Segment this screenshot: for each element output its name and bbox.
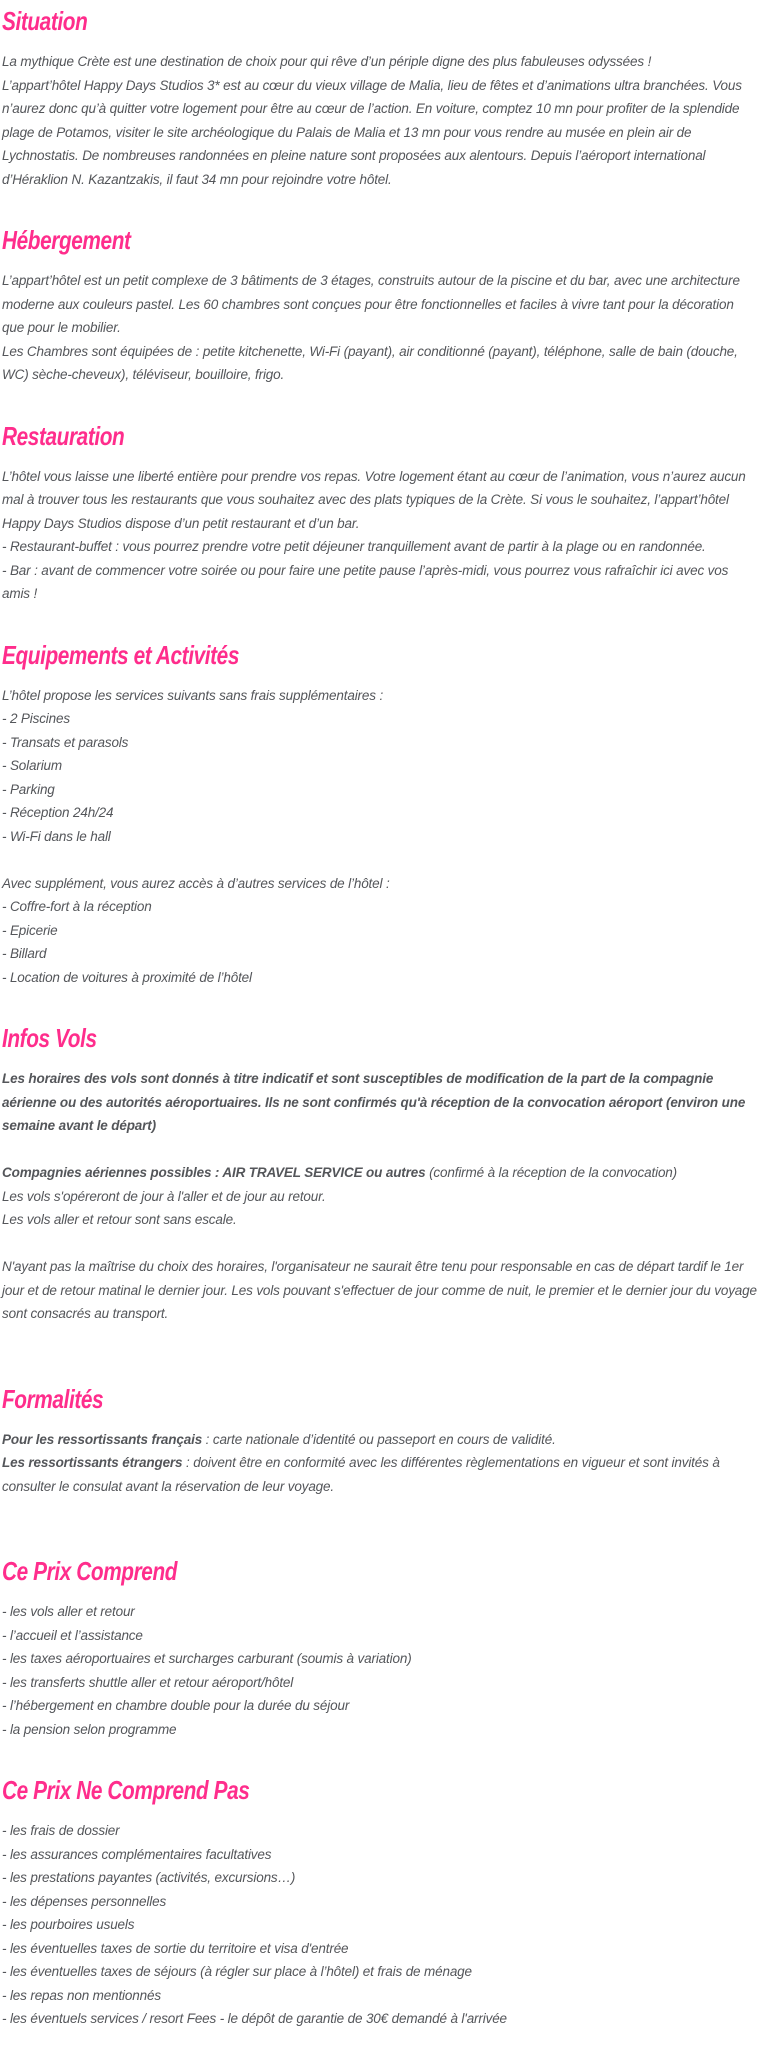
section-ce-prix-ne-comprend-pas: [2, 1775, 758, 2031]
list-item: - les transferts shuttle aller et retour aéroport/hôtel: [2, 1674, 294, 1690]
section-title-restauration: Restauration: [2, 420, 125, 451]
list-item: - Epicerie: [2, 922, 58, 938]
paragraph: Avec supplément, vous aurez accès à d’autres services de l’hôtel :: [2, 875, 390, 891]
list-item: - les assurances complémentaires facultatives: [2, 1846, 272, 1862]
list-item: - les taxes aéroportuaires et surcharges carburant (soumis à variation): [2, 1651, 412, 1666]
paragraph: [2, 1428, 758, 1452]
paragraph-text: (confirmé à la réception de la convocation): [425, 1165, 678, 1180]
section-title-situation: Situation: [2, 6, 88, 36]
list-item: - Parking: [2, 781, 55, 797]
paragraph-bold-lead: Les ressortissants étrangers: [2, 1455, 183, 1470]
section-situation: [2, 6, 758, 191]
blank-line: [2, 848, 758, 872]
paragraph-bold-lead: Pour les ressortissants français: [2, 1431, 203, 1447]
section-restauration: [2, 421, 758, 606]
section-title-infos-vols: Infos Vols: [2, 1023, 97, 1053]
section-title-hebergement: Hébergement: [2, 225, 131, 255]
paragraph: [2, 1161, 758, 1185]
list-item: - les frais de dossier: [2, 1823, 120, 1838]
paragraph-text: : carte nationale d’identité ou passeport en cours de validité.: [202, 1431, 556, 1447]
list-item: - les pourboires usuels: [2, 1917, 135, 1932]
list-item: - Coffre-fort à la réception: [2, 899, 152, 914]
section-equipements-activites: [2, 640, 758, 990]
paragraph: Les horaires des vols sont donnés à titre indicatif et sont susceptibles de modification de la part de la compagnie aérienne ou des autorités aéroportuaires. Ils ne sont confirmés qu'à réception de la convocation aéroport (environ une semaine avant le départ): [2, 1071, 746, 1133]
paragraph-bold-lead: Compagnies aériennes possibles : AIR TRAVEL SERVICE ou autres: [2, 1165, 426, 1180]
list-item: - Transats et parasols: [2, 734, 129, 750]
list-item: - Location de voitures à proximité de l’hôtel: [2, 969, 252, 985]
list-item: - les éventuelles taxes de séjours (à régler sur place à l’hôtel) et frais de ménage: [2, 1964, 472, 1979]
list-item: - Wi-Fi dans le hall: [2, 828, 111, 844]
paragraph-text: : doivent être en conformité avec les différentes règlementations en vigueur et sont invités à consulter le consulat avant la réservation de leur voyage.: [2, 1455, 720, 1494]
list-item: - les éventuels services / resort Fees - le dépôt de garantie de 30€ demandé à l'arrivée: [2, 2011, 507, 2026]
paragraph: [2, 1451, 758, 1498]
section-ce-prix-comprend: [2, 1556, 758, 1741]
list-item: - les repas non mentionnés: [2, 1987, 161, 2003]
paragraph: L’appart’hôtel est un petit complexe de 3 bâtiments de 3 étages, construits autour de la piscine et du bar, avec une architecture moderne aux couleurs pastel. Les 60 chambres sont conçues pour être fonctionnelles et faciles à vivre tant pour la décoration que pour le mobilier.: [2, 273, 740, 335]
blank-line: [2, 1138, 758, 1162]
list-item: - l’hébergement en chambre double pour la durée du séjour: [2, 1698, 350, 1713]
paragraph: La mythique Crète est une destination de choix pour qui rêve d’un périple digne des plus fabuleuses odyssées !: [2, 54, 652, 69]
list-item: - la pension selon programme: [2, 1721, 177, 1737]
list-item: - Billard: [2, 946, 47, 961]
paragraph: Les vols s'opéreront de jour à l'aller et de jour au retour.: [2, 1188, 326, 1204]
blank-line: [2, 1232, 758, 1256]
list-item: - Solarium: [2, 758, 63, 773]
list-item: - les éventuelles taxes de sortie du territoire et visa d'entrée: [2, 1940, 349, 1956]
section-title-ce-prix-ne-comprend-pas: Ce Prix Ne Comprend Pas: [2, 1775, 250, 1805]
list-item: - les dépenses personnelles: [2, 1893, 167, 1909]
section-title-equipements-activites: Equipements et Activités: [2, 639, 239, 670]
section-formalites: [2, 1384, 758, 1499]
list-item: - Réception 24h/24: [2, 805, 114, 820]
list-item: - Restaurant-buffet : vous pourrez prendre votre petit déjeuner tranquillement avant de partir à la plage ou en randonnée.: [2, 539, 706, 554]
section-title-ce-prix-comprend: Ce Prix Comprend: [2, 1556, 178, 1586]
list-item: - Bar : avant de commencer votre soirée ou pour faire une petite pause l’après-midi, vous pourrez vous rafraîchir ici avec vos amis !: [2, 562, 729, 601]
paragraph: Les vols aller et retour sont sans escale.: [2, 1212, 237, 1227]
paragraph: N'ayant pas la maîtrise du choix des horaires, l'organisateur ne saurait être tenu pour responsable en cas de départ tardif le 1er jour et de retour matinal le dernier jour. Les vols pouvant s'effectuer de jour comme de nuit, le premier et le dernier jour du voyage sont consacrés au transport.: [2, 1259, 757, 1321]
list-item: - les vols aller et retour: [2, 1604, 135, 1619]
section-hebergement: [2, 225, 758, 387]
list-item: - l’accueil et l’assistance: [2, 1627, 143, 1643]
list-item: - les prestations payantes (activités, excursions…): [2, 1870, 296, 1885]
section-title-formalites: Formalités: [2, 1383, 104, 1414]
list-item: - 2 Piscines: [2, 711, 70, 726]
paragraph: L’hôtel vous laisse une liberté entière pour prendre vos repas. Votre logement étant au cœur de l’animation, vous n’aurez aucun mal à trouver tous les restaurants que vous souhaitez avec des plats typiques de la Crète. Si vous le souhaitez, l’appart’hôtel Happy Days Studios dispose d’un petit restaurant et d’un bar.: [2, 468, 746, 531]
section-infos-vols: [2, 1023, 758, 1326]
paragraph: L’appart’hôtel Happy Days Studios 3* est au cœur du vieux village de Malia, lieu de fêtes et d’animations ultra branchées. Vous n’aurez donc qu’à quitter votre logement pour être au cœur de l’action. En voiture, comptez 10 mn pour profiter de la splendide plage de Potamos, visiter le site archéologique du Palais de Malia et 13 mn pour vous rendre au musée en plein air de Lychnostatis. De nombreuses randonnées en pleine nature sont proposées aux alentours. Depuis l’aéroport international d’Héraklion N. Kazantzakis, il faut 34 mn pour rejoindre votre hôtel.: [2, 77, 742, 187]
paragraph: L’hôtel propose les services suivants sans frais supplémentaires :: [2, 687, 384, 703]
paragraph: Les Chambres sont équipées de : petite kitchenette, Wi-Fi (payant), air conditionné (payant), téléphone, salle de bain (douche, WC) sèche-cheveux), téléviseur, bouilloire, frigo.: [2, 343, 738, 382]
